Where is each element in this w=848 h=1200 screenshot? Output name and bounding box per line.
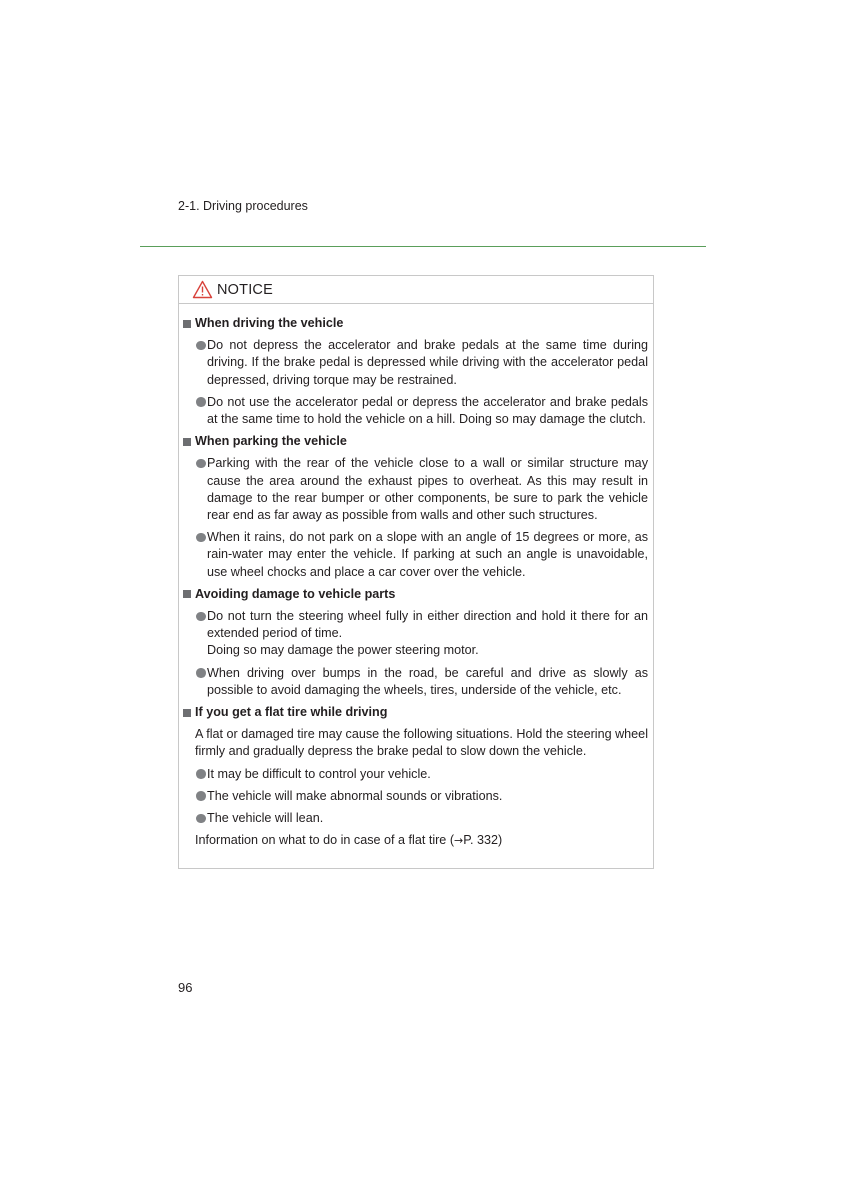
list-item: It may be difficult to control your vehicle. [183, 766, 648, 783]
section-title: Avoiding damage to vehicle parts [183, 586, 648, 603]
list-item: When it rains, do not park on a slope with an angle of 15 degrees or more, as rain-water may enter the vehicle. If parking at such an angle is unavoidable, use wheel chocks and place a car cover over the vehicle. [183, 529, 648, 581]
section-title: If you get a flat tire while driving [183, 704, 648, 721]
circle-bullet-icon [196, 791, 206, 801]
circle-bullet-icon [196, 397, 206, 407]
warning-triangle-icon [192, 280, 213, 299]
list-item: Do not use the accelerator pedal or depress the accelerator and brake pedals at the same time to hold the vehicle on a hill. Doing so may damage the clutch. [183, 394, 648, 428]
section-header-title: 2-1. Driving procedures [178, 199, 308, 213]
list-item: Do not depress the accelerator and brake pedals at the same time during driving. If the brake pedal is depressed while driving with the accelerator pedal depressed, driving torque may be restrained. [183, 337, 648, 389]
list-item: Do not turn the steering wheel fully in either direction and hold it there for an extended period of time. Doing so may damage the power steering motor. [183, 608, 648, 660]
flat-tire-reference: Information on what to do in case of a flat tire (→P. 332) [195, 833, 503, 848]
page-number: 96 [178, 980, 193, 995]
circle-bullet-icon [196, 668, 206, 678]
notice-box [178, 275, 654, 869]
square-bullet-icon [183, 709, 191, 717]
list-item: The vehicle will lean. [183, 810, 648, 827]
square-bullet-icon [183, 590, 191, 598]
circle-bullet-icon [196, 814, 206, 824]
section-title: When parking the vehicle [183, 433, 648, 450]
list-item: The vehicle will make abnormal sounds or vibrations. [183, 788, 648, 805]
section-title: When driving the vehicle [183, 315, 648, 332]
notice-header [179, 276, 653, 304]
header-divider [140, 246, 706, 247]
circle-bullet-icon [196, 612, 206, 622]
square-bullet-icon [183, 320, 191, 328]
right-arrow-icon: → [454, 834, 464, 848]
circle-bullet-icon [196, 533, 206, 543]
circle-bullet-icon [196, 341, 206, 351]
intro-paragraph: A flat or damaged tire may cause the following situations. Hold the steering wheel firmly and gradually depress the brake pedal to slow down the vehicle. [195, 727, 648, 759]
notice-body [179, 304, 653, 849]
square-bullet-icon [183, 438, 191, 446]
list-item: Parking with the rear of the vehicle close to a wall or similar structure may cause the area around the exhaust pipes to overheat. As this may result in damage to the rear bumper or other components, be sure to park the vehicle rear end as far away as possible from walls and other such structures. [183, 455, 648, 524]
list-item: When driving over bumps in the road, be careful and drive as slowly as possible to avoid damaging the wheels, tires, underside of the vehicle, etc. [183, 665, 648, 699]
notice-label: NOTICE [217, 281, 273, 298]
circle-bullet-icon [196, 459, 206, 469]
circle-bullet-icon [196, 769, 206, 779]
page-reference: P. 332) [463, 833, 503, 848]
